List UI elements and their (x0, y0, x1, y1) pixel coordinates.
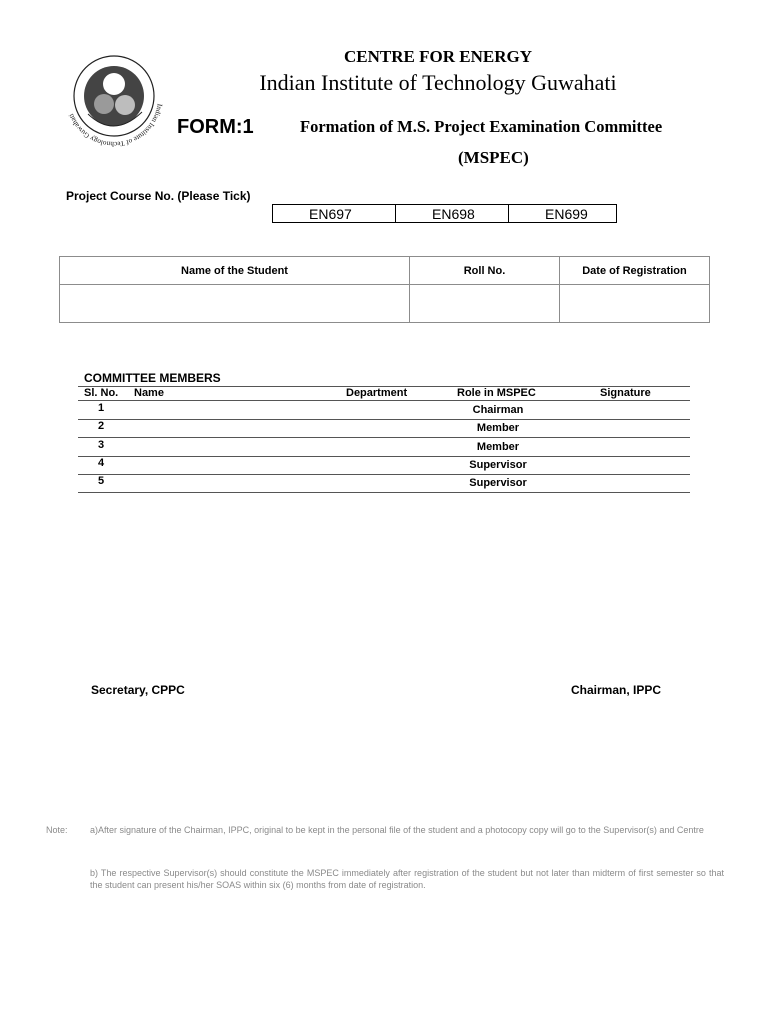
committee-row-rule (78, 419, 690, 420)
logo-ring-text: Indian Institute of Technology Guwahati (67, 103, 164, 149)
secretary-signature-label: Secretary, CPPC (91, 683, 185, 697)
roll-no-header: Roll No. (410, 257, 560, 285)
form-title: Formation of M.S. Project Examination Committee (300, 117, 663, 136)
committee-row-3-role: Member (476, 441, 520, 453)
logo-right-circle (115, 95, 135, 115)
committee-row-rule (78, 437, 690, 438)
committee-row-2-role: Member (476, 422, 520, 434)
committee-row-rule (78, 474, 690, 475)
committee-row-5-role: Supervisor (469, 477, 527, 489)
committee-rule-bottom (78, 492, 690, 493)
course-option-en698[interactable]: EN698 (396, 205, 509, 223)
course-option-en697[interactable]: EN697 (273, 205, 396, 223)
committee-row-rule (78, 456, 690, 457)
name-header: Name (134, 387, 164, 399)
department-header: Department (346, 387, 408, 399)
committee-row-1-role: Chairman (472, 404, 524, 416)
note-b: b) The respective Supervisor(s) should constitute the MSPEC immediately after registration of the student but not later than midterm of first semester so that the student can present his/her SOAS within six (6) months from date of registration. (90, 868, 724, 890)
note-a: a)After signature of the Chairman, IPPC, original to be kept in the personal file of the student and a photocopy copy will go to the Supervisor(s) and Centre (90, 825, 704, 835)
logo-left-circle (94, 94, 114, 114)
committee-row-3-no: 3 (98, 439, 105, 451)
form-number: FORM:1 (177, 116, 254, 138)
sl-no-header: Sl. No. (84, 387, 119, 399)
student-name-header: Name of the Student (60, 257, 410, 285)
registration-date-cell[interactable] (560, 285, 710, 323)
signature-header: Signature (600, 387, 651, 399)
course-options-table (272, 204, 617, 223)
student-name-cell[interactable] (60, 285, 410, 323)
chairman-signature-label: Chairman, IPPC (571, 683, 662, 697)
role-header: Role in MSPEC (457, 387, 536, 399)
committee-heading: COMMITTEE MEMBERS (84, 371, 221, 385)
roll-no-cell[interactable] (410, 285, 560, 323)
institute-title: Indian Institute of Technology Guwahati (259, 70, 617, 95)
form-subtitle: (MSPEC) (458, 148, 529, 167)
course-label: Project Course No. (Please Tick) (66, 189, 251, 203)
committee-row-2-no: 2 (98, 420, 105, 432)
registration-date-header: Date of Registration (560, 257, 710, 285)
committee-row-4-no: 4 (98, 457, 105, 469)
centre-title: CENTRE FOR ENERGY (344, 47, 532, 66)
committee-rule-header (78, 400, 690, 401)
committee-row-4-role: Supervisor (469, 459, 527, 471)
note-label: Note: (46, 825, 68, 835)
student-details-table (59, 256, 710, 323)
committee-row-5-no: 5 (98, 475, 105, 487)
committee-row-1-no: 1 (98, 402, 105, 414)
course-option-en699[interactable]: EN699 (509, 205, 617, 223)
